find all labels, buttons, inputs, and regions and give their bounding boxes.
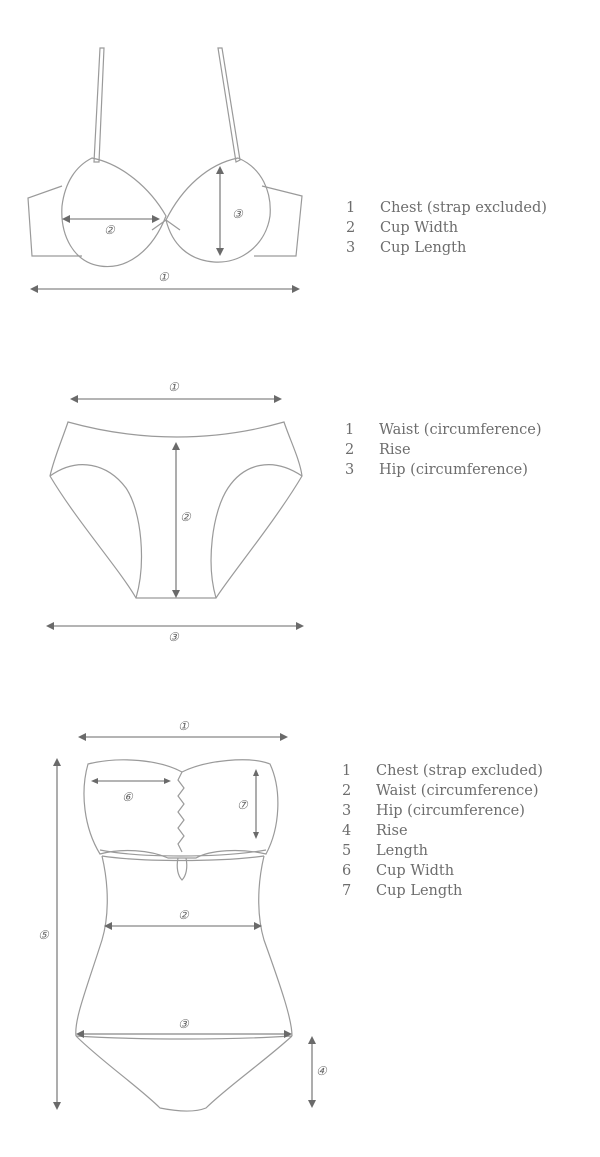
swimsuit-marker-2: ②: [178, 908, 189, 922]
swimsuit-length-arrowhead-top: [53, 758, 61, 766]
briefs-marker-1: ①: [168, 380, 179, 394]
swimsuit-marker-5: ⑤: [38, 928, 49, 942]
legend-number: 3: [342, 803, 352, 819]
legend-label: Rise: [376, 823, 408, 839]
swimsuit-body-right: [259, 856, 292, 1036]
bra-marker-3: ③: [232, 207, 243, 221]
legend-number: 5: [342, 843, 352, 859]
legend-number: 6: [342, 863, 352, 879]
bra-chest-arrowhead-right: [292, 285, 300, 293]
swimsuit-marker-3: ③: [178, 1017, 189, 1031]
swimsuit-cup-length-arrowhead-top: [253, 769, 259, 776]
briefs-marker-2: ②: [180, 510, 191, 524]
bra-marker-2: ②: [104, 223, 115, 237]
swimsuit-cup-width-arrowhead-right: [164, 778, 171, 784]
legend-number: 3: [345, 462, 355, 478]
swimsuit-marker-7: ⑦: [237, 798, 248, 812]
bra-left-cup: [62, 158, 166, 267]
legend-row: [342, 781, 543, 801]
legend-label: Cup Length: [376, 883, 463, 899]
bra-left-strap: [94, 48, 104, 162]
briefs-rise-arrowhead-top: [172, 442, 180, 450]
legend-number: 7: [342, 883, 352, 899]
swimsuit-marker-1: ①: [178, 719, 189, 733]
briefs-rise-arrowhead-bottom: [172, 590, 180, 598]
briefs-left-leg-opening: [50, 465, 141, 598]
legend-number: 1: [345, 422, 355, 438]
briefs-right-leg-opening: [211, 465, 302, 598]
swimsuit-keyhole: [177, 858, 187, 880]
swimsuit-panel: [0, 700, 600, 1140]
briefs-marker-3: ③: [168, 630, 179, 644]
legend-row: [342, 801, 543, 821]
legend-row: [346, 238, 547, 258]
legend-number: 2: [346, 220, 356, 236]
swimsuit-body-left: [76, 856, 107, 1036]
legend-label: Rise: [379, 442, 411, 458]
legend-label: Length: [376, 843, 428, 859]
briefs-legend: [345, 420, 542, 480]
legend-row: [342, 881, 543, 901]
briefs-hip-arrowhead-left: [46, 622, 54, 630]
swimsuit-rise-arrowhead-bottom: [308, 1100, 316, 1108]
legend-row: [346, 198, 547, 218]
legend-label: Cup Width: [380, 220, 459, 236]
legend-label: Chest (strap excluded): [376, 763, 543, 779]
swimsuit-marker-4: ④: [316, 1064, 327, 1078]
legend-row: [342, 821, 543, 841]
bra-diagram: [0, 0, 600, 330]
bra-chest-arrowhead-left: [30, 285, 38, 293]
bra-cup-length-arrowhead-bottom: [216, 248, 224, 256]
legend-label: Waist (circumference): [379, 422, 542, 438]
swimsuit-hip-edge: [76, 1036, 292, 1039]
swimsuit-rise-arrowhead-top: [308, 1036, 316, 1044]
bra-cup-width-arrowhead-right: [152, 215, 160, 223]
legend-number: 4: [342, 823, 352, 839]
swimsuit-length-arrowhead-bottom: [53, 1102, 61, 1110]
swimsuit-chest-arrowhead-right: [280, 733, 288, 741]
legend-row: [342, 841, 543, 861]
legend-label: Waist (circumference): [376, 783, 539, 799]
legend-row: [342, 761, 543, 781]
legend-label: Hip (circumference): [376, 803, 525, 819]
briefs-waist-arrowhead-right: [274, 395, 282, 403]
briefs-panel: [0, 360, 600, 670]
legend-number: 3: [346, 240, 356, 256]
bra-cup-length-arrowhead-top: [216, 166, 224, 174]
swimsuit-cup-width-arrowhead-left: [91, 778, 98, 784]
legend-row: [345, 460, 542, 480]
swimsuit-cup-length-arrowhead-bottom: [253, 832, 259, 839]
legend-label: Cup Width: [376, 863, 455, 879]
legend-number: 1: [342, 763, 352, 779]
legend-number: 2: [342, 783, 352, 799]
bra-right-strap: [218, 48, 240, 162]
swimsuit-center-gather: [178, 772, 184, 852]
legend-row: [346, 218, 547, 238]
legend-row: [342, 861, 543, 881]
briefs-hip-arrowhead-right: [296, 622, 304, 630]
legend-label: Chest (strap excluded): [380, 200, 547, 216]
swimsuit-under-bust-band: [100, 850, 266, 861]
bra-marker-1: ①: [158, 270, 169, 284]
briefs-waist-arrowhead-left: [70, 395, 78, 403]
legend-label: Hip (circumference): [379, 462, 528, 478]
legend-row: [345, 420, 542, 440]
bra-cup-width-arrowhead-left: [62, 215, 70, 223]
swimsuit-marker-6: ⑥: [122, 790, 133, 804]
swimsuit-chest-arrowhead-left: [78, 733, 86, 741]
swimsuit-leg-openings: [76, 1036, 292, 1111]
swimsuit-legend: [342, 761, 543, 901]
legend-label: Cup Length: [380, 240, 467, 256]
legend-number: 2: [345, 442, 355, 458]
briefs-diagram: [0, 360, 600, 670]
bra-panel: [0, 0, 600, 330]
bra-legend: [346, 198, 547, 258]
legend-number: 1: [346, 200, 356, 216]
legend-row: [345, 440, 542, 460]
